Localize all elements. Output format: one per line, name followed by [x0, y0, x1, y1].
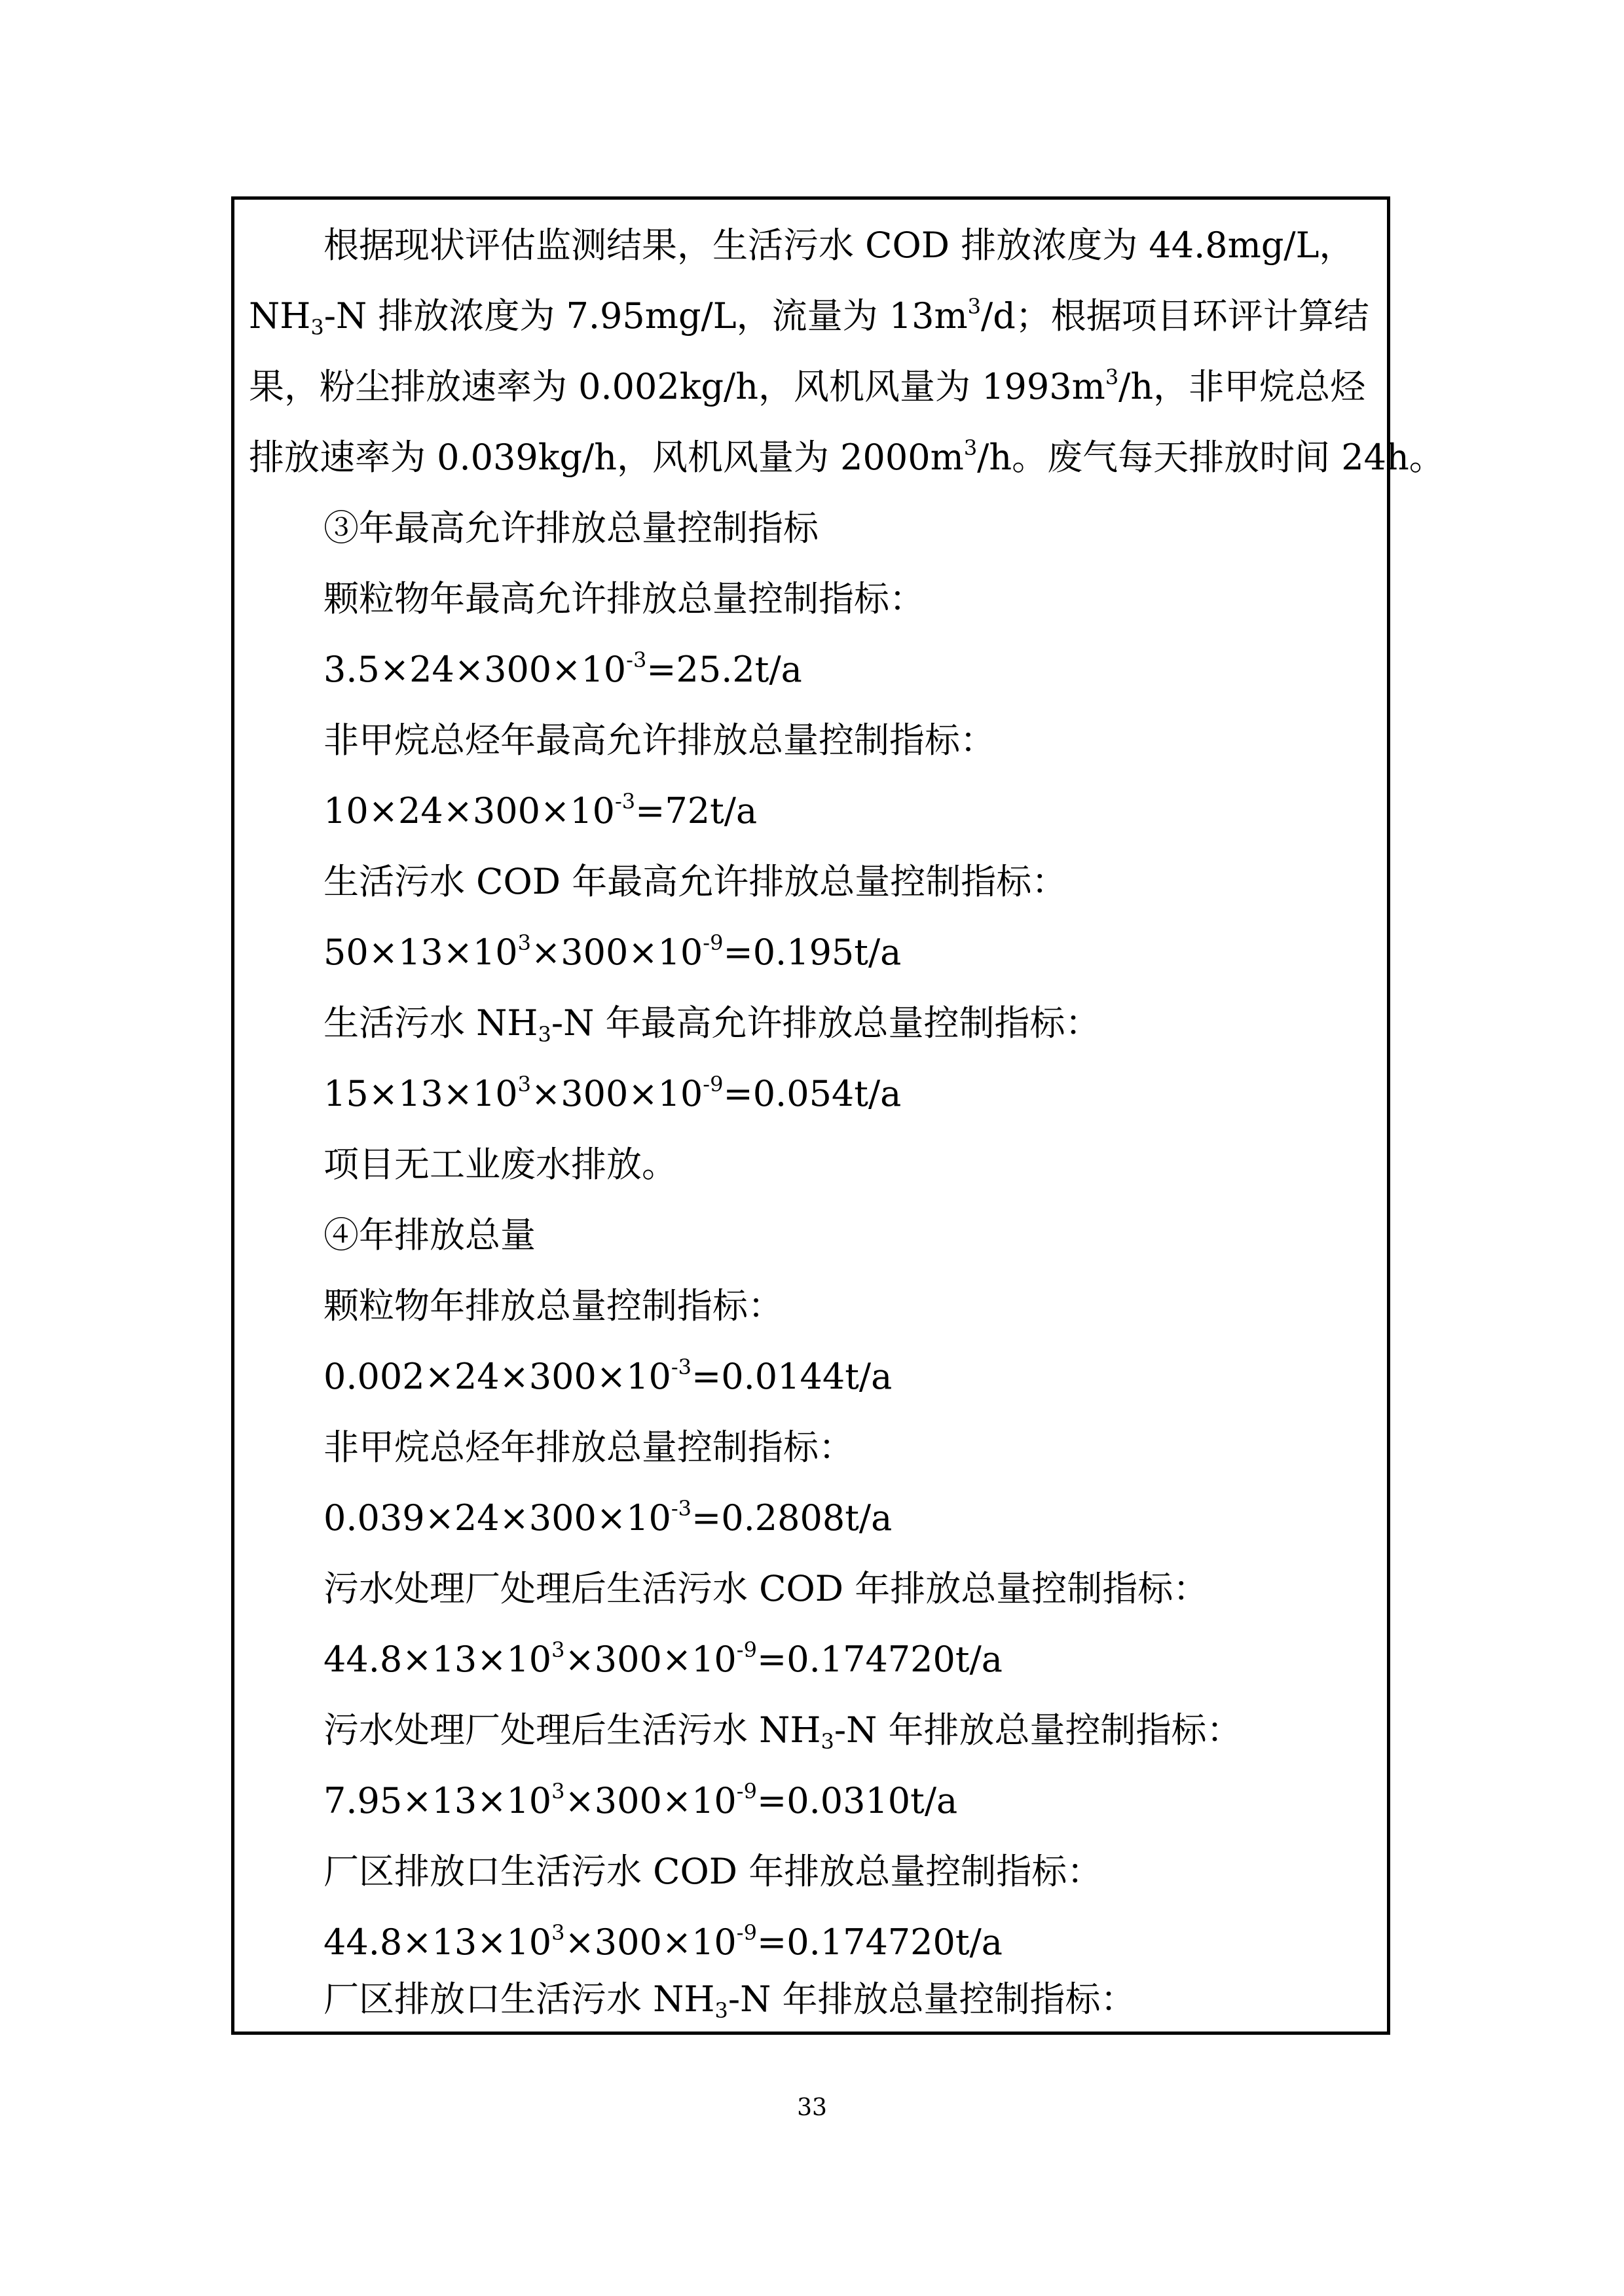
section4-pm-formula: $0.002\times 24\times 300\times 10^{-3}=0.0144t/a$: [323, 1355, 893, 1397]
section4-plant-cod-label: 污水处理厂处理后生活污水 COD 年排放总量控制指标：: [323, 1568, 1209, 1609]
section4-outlet-cod-formula: $44.8\times 13\times 10^3\times 300\times 10^{-9}=0.174720t/a$: [323, 1920, 1003, 1963]
section3-nmhc-label: 非甲烷总烃年最高允许排放总量控制指标：: [323, 720, 995, 761]
section3-pm-label: 颗粒物年最高允许排放总量控制指标：: [323, 578, 925, 619]
section4-outlet-cod-label: 厂区排放口生活污水 COD 年排放总量控制指标：: [323, 1851, 1103, 1892]
section4-nmhc-label: 非甲烷总烃年排放总量控制指标：: [323, 1427, 854, 1468]
section3-pm-formula: $3.5\times 24\times 300\times 10^{-3}=25.2t/a$: [323, 647, 802, 690]
section4-plant-nh3-formula: $7.95\times 13\times 10^3\times 300\times 10^{-9}=0.0310t/a$: [323, 1779, 958, 1821]
section3-heading: ③年最高允许排放总量控制指标: [323, 507, 819, 549]
section4-pm-label: 颗粒物年排放总量控制指标：: [323, 1285, 783, 1326]
paragraph-line-1: 根据现状评估监测结果，生活污水 COD 排放浓度为 44.8mg/L，: [323, 225, 1355, 266]
page-number: 33: [797, 2094, 827, 2121]
section4-heading: ④年排放总量: [323, 1214, 536, 1256]
paragraph-line-4: 排放速率为 0.039kg/h，风机风量为 $2000m^3/h$。废气每天排放时间 24h。: [249, 435, 1445, 478]
section4-plant-nh3-label: 污水处理厂处理后生活污水 $NH_3-N$ 年排放总量控制指标：: [323, 1709, 1242, 1754]
section4-nmhc-formula: $0.039\times 24\times 300\times 10^{-3}=0.2808t/a$: [323, 1496, 893, 1539]
section3-cod-formula: $50\times 13\times 10^3\times 300\times 10^{-9}=0.195t/a$: [323, 930, 902, 973]
section3-cod-label: 生活污水 COD 年最高允许排放总量控制指标：: [323, 861, 1067, 902]
paragraph-line-3: 果，粉尘排放速率为 0.002kg/h，风机风量为 $1993m^3/h$，非甲烷总烃: [249, 365, 1366, 407]
section4-outlet-nh3-label: 厂区排放口生活污水 $NH_3-N$ 年排放总量控制指标：: [323, 1978, 1136, 2023]
section3-no-industrial-wastewater: 项目无工业废水排放。: [323, 1144, 677, 1185]
section3-nmhc-formula: $10\times 24\times 300\times 10^{-3}=72t/a$: [323, 789, 758, 831]
section3-nh3-formula: $15\times 13\times 10^3\times 300\times 10^{-9}=0.054t/a$: [323, 1072, 902, 1114]
section3-nh3-label: 生活污水 $NH_3-N$ 年最高允许排放总量控制指标：: [323, 1002, 1101, 1047]
paragraph-line-2: $NH_3-N$ 排放浓度为 7.95mg/L，流量为 $13m^3/d$；根据项目环评计算结: [249, 294, 1369, 340]
section4-plant-cod-formula: $44.8\times 13\times 10^3\times 300\times 10^{-9}=0.174720t/a$: [323, 1637, 1003, 1680]
